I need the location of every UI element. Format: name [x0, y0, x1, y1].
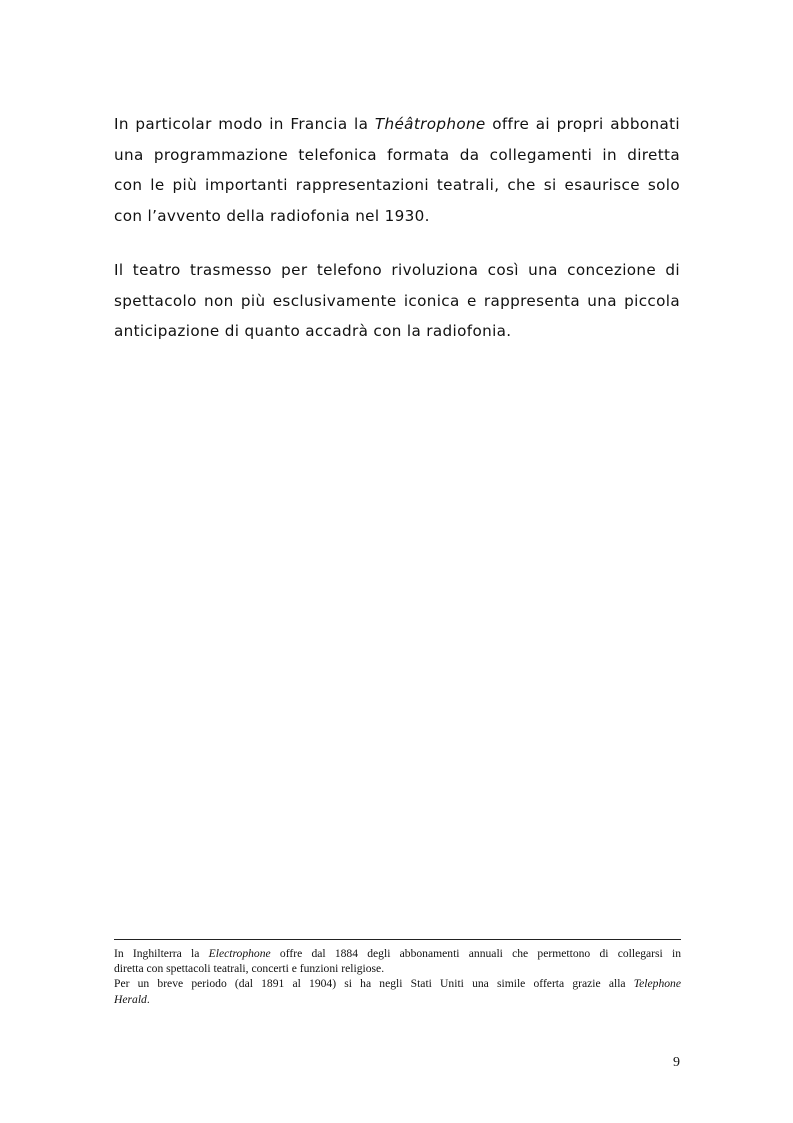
paragraph-line: una programmazione telefonica formata da collegamenti in diretta — [114, 145, 680, 164]
italic-term-theatrophone: Théâtrophone — [374, 115, 486, 133]
paragraph-line: Il teatro trasmesso per telefono rivoluziona così una concezione di — [114, 261, 680, 279]
paragraph-line: con le più importanti rappresentazioni teatrali, che si esaurisce solo — [114, 176, 680, 194]
footnote-line — [114, 976, 681, 991]
footnote-line — [114, 946, 681, 961]
footnotes — [114, 946, 681, 1007]
text-run: Per un breve periodo (dal 1891 al 1904) si ha negli Stati Uniti una simile offerta grazie alla — [114, 977, 634, 991]
italic-term-herald: Herald — [114, 992, 147, 1006]
footnote-separator — [114, 939, 681, 940]
text-run: offre dal 1884 degli abbonamenti annuali che permettono di collegarsi in — [270, 947, 681, 960]
paragraph-line: con l’avvento della radiofonia nel 1930. — [114, 206, 430, 225]
paragraph-line — [114, 109, 680, 140]
italic-term-telephone: Telephone — [633, 977, 681, 991]
footnote-line — [114, 992, 681, 1007]
text-run: In particolar modo in Francia la — [114, 115, 375, 133]
page-number: 9 — [673, 1055, 680, 1070]
text-run: . — [146, 992, 150, 1006]
text-run: offre ai propri abbonati — [485, 115, 680, 133]
paragraph-line: spettacolo non più esclusivamente iconica e rappresenta una piccola — [114, 291, 680, 310]
paragraph-theatrophone — [114, 109, 680, 231]
footnote-line: diretta con spettacoli teatrali, concerti e funzioni religiose. — [114, 962, 385, 976]
paragraph-line: anticipazione di quanto accadrà con la radiofonia. — [114, 322, 512, 340]
text-run: In Inghilterra la — [114, 947, 209, 960]
paragraph-teatro-telefono — [114, 255, 680, 347]
italic-term-electrophone: Electrophone — [208, 947, 271, 960]
